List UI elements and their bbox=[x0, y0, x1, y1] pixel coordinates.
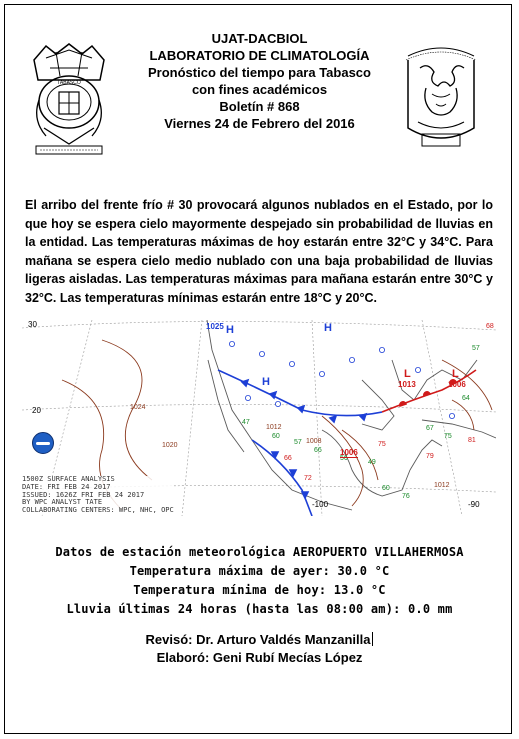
map-info-line: ISSUED: 1626Z FRI FEB 24 2017 bbox=[22, 490, 145, 499]
svg-text:66: 66 bbox=[284, 455, 292, 462]
forecast-paragraph: El arribo del frente frío # 30 provocará algunos nublados en el Estado, por lo que hoy se espera cielo mayormente despejado sin probabilidad de lluvias en la entidad. Las temperaturas máximas de hoy estarán entre 32°C y 34°C. Para mañana se espera cielo medio nublado con una baja probabilidad de lluvias ligeras aisladas. Las temperaturas máximas para mañana estarán entre 30°C y 32°C. Las temperaturas mínimas estarán entre 18°C y 20°C. bbox=[25, 198, 493, 305]
lab-name: LABORATORIO DE CLIMATOLOGÍA bbox=[149, 48, 370, 63]
map-info-line: BY WPC ANALYST TATE bbox=[22, 498, 103, 507]
station-max-temp: Temperatura máxima de ayer: 30.0 °C bbox=[129, 564, 390, 578]
signers-block bbox=[0, 631, 519, 667]
lat-label-30: 30 bbox=[28, 320, 37, 329]
station-data bbox=[0, 543, 519, 619]
svg-text:60: 60 bbox=[272, 433, 280, 440]
high-pressure-marker: H bbox=[324, 322, 332, 334]
text-cursor bbox=[372, 632, 373, 646]
station-min-temp: Temperatura mínima de hoy: 13.0 °C bbox=[133, 583, 386, 597]
svg-text:57: 57 bbox=[472, 345, 480, 352]
map-info-line: 1500Z SURFACE ANALYSIS bbox=[22, 475, 115, 483]
svg-text:56: 56 bbox=[340, 455, 348, 462]
station-title: Datos de estación meteorológica AEROPUERTO VILLAHERMOSA bbox=[55, 545, 464, 559]
pressure-label: 1012 bbox=[434, 482, 450, 489]
high-pressure-marker: H bbox=[226, 324, 234, 336]
forecast-title-line1: Pronóstico del tiempo para Tabasco bbox=[148, 65, 371, 80]
low-pressure-marker: L bbox=[404, 368, 411, 380]
org-name: UJAT-DACBIOL bbox=[211, 31, 308, 46]
bulletin-header bbox=[0, 30, 519, 132]
forecast-title-line2: con fines académicos bbox=[191, 82, 328, 97]
high-pressure-marker: H bbox=[262, 376, 270, 388]
map-info-line: DATE: FRI FEB 24 2017 bbox=[22, 482, 111, 491]
reviewed-by-text: Revisó: Dr. Arturo Valdés Manzanilla bbox=[145, 632, 371, 647]
svg-text:47: 47 bbox=[242, 419, 250, 426]
pressure-label: 1006 bbox=[340, 448, 358, 457]
lon-label-90: -90 bbox=[468, 500, 480, 509]
reviewed-by bbox=[0, 631, 519, 649]
bulletin-number: Boletín # 868 bbox=[219, 99, 300, 114]
pressure-label: 1006 bbox=[448, 380, 466, 389]
low-pressure-marker: L bbox=[452, 368, 459, 380]
map-info-line: COLLABORATING CENTERS: WPC, NHC, OPC bbox=[22, 506, 174, 515]
prepared-by: Elaboró: Geni Rubí Mecías López bbox=[156, 650, 363, 665]
pressure-label: 1025 bbox=[206, 322, 224, 331]
svg-text:TABASCO: TABASCO bbox=[57, 80, 81, 86]
svg-text:57: 57 bbox=[294, 439, 302, 446]
pressure-label: 1013 bbox=[398, 380, 416, 389]
noaa-logo-icon bbox=[32, 432, 54, 454]
svg-text:79: 79 bbox=[426, 453, 434, 460]
svg-text:76: 76 bbox=[402, 493, 410, 500]
svg-text:60: 60 bbox=[382, 485, 390, 492]
lon-label-100: -100 bbox=[312, 500, 329, 509]
svg-text:66: 66 bbox=[314, 447, 322, 454]
svg-text:81: 81 bbox=[468, 437, 476, 444]
svg-text:49: 49 bbox=[368, 459, 376, 466]
pressure-label: 1024 bbox=[130, 404, 146, 411]
svg-text:67: 67 bbox=[426, 425, 434, 432]
pressure-label: 1012 bbox=[266, 424, 282, 431]
pressure-label: 1020 bbox=[162, 442, 178, 449]
lat-label-20: 20 bbox=[32, 406, 41, 415]
surface-analysis-map bbox=[22, 320, 496, 516]
station-rain: Lluvia últimas 24 horas (hasta las 08:00 am): 0.0 mm bbox=[66, 602, 453, 616]
svg-text:75: 75 bbox=[378, 441, 386, 448]
svg-text:64: 64 bbox=[462, 395, 470, 402]
bulletin-date: Viernes 24 de Febrero del 2016 bbox=[164, 116, 355, 131]
pressure-label: 1008 bbox=[306, 438, 322, 445]
map-info-block bbox=[22, 476, 174, 515]
svg-text:68: 68 bbox=[486, 323, 494, 330]
svg-text:72: 72 bbox=[304, 475, 312, 482]
svg-text:75: 75 bbox=[444, 433, 452, 440]
